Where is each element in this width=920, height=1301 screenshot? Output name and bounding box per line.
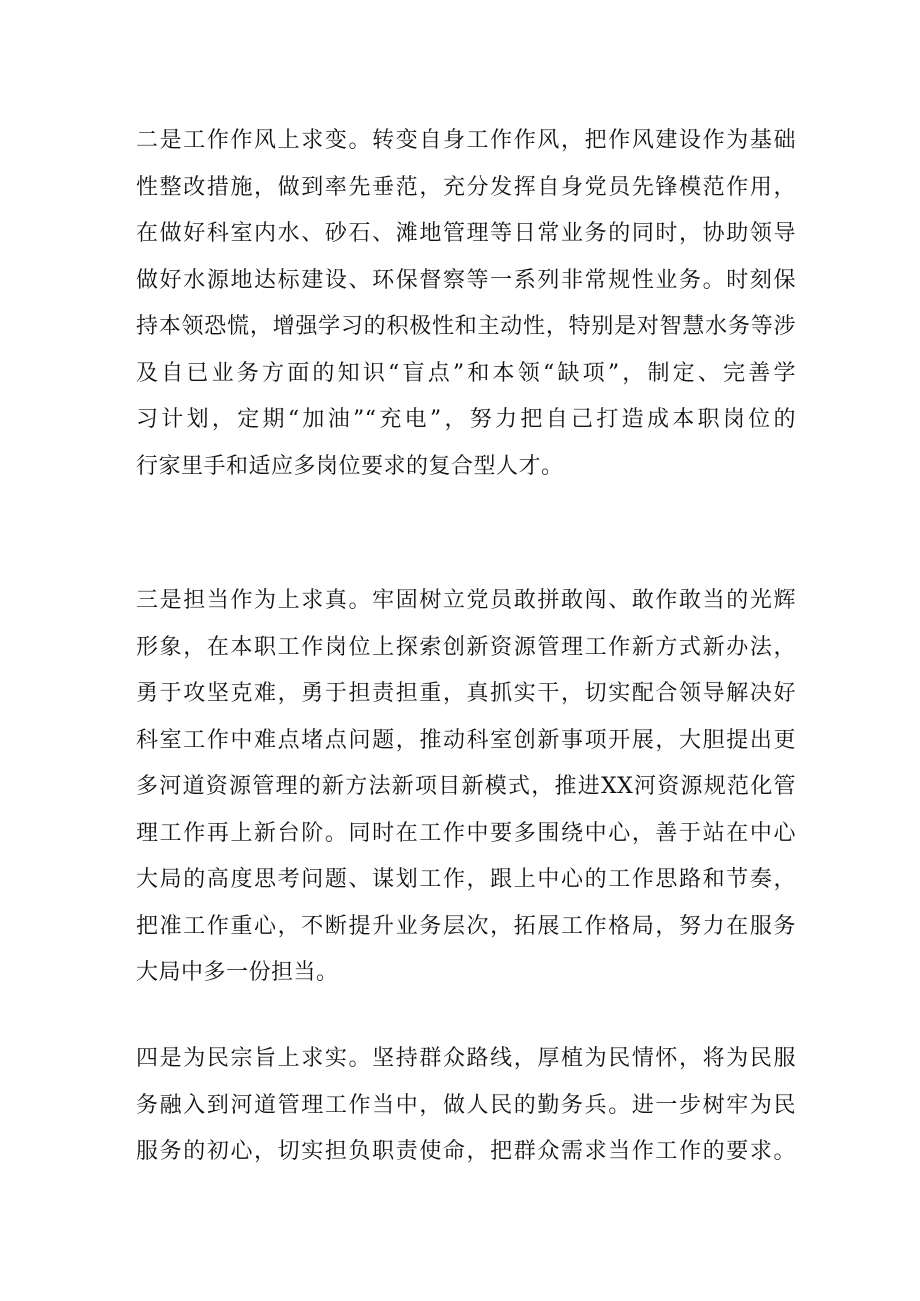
- paragraph-work-style: [136, 118, 796, 490]
- text-line: 二是工作作风上求变。转变自身工作作风，把作风建设作为基础: [136, 128, 796, 153]
- text-line: 三是担当作为上求真。牢固树立党员敢拼敢闯、敢作敢当的光辉: [136, 588, 796, 613]
- text-line: 四是为民宗旨上求实。坚持群众路线，厚植为民情怀，将为民服: [136, 1046, 796, 1071]
- text-line: 大局中多一份担当。: [136, 960, 339, 985]
- text-line: 服务的初心，切实担负职责使命，把群众需求当作工作的要求。: [136, 1139, 796, 1164]
- paragraph-responsibility: [136, 578, 796, 997]
- text-line: 行家里手和适应多岗位要求的复合型人才。: [136, 453, 564, 479]
- text-line: 性整改措施，做到率先垂范，充分发挥自身党员先锋模范作用，: [136, 174, 796, 200]
- text-line: 勇于攻坚克难，勇于担责担重，真抓实干，切实配合领导解决好: [136, 681, 796, 706]
- text-line: 大局的高度思考问题、谋划工作，跟上中心的工作思路和节奏，: [136, 867, 796, 892]
- text-line: 持本领恐慌，增强学习的积极性和主动性，特别是对智慧水务等涉: [136, 314, 796, 339]
- text-line: 多河道资源管理的新方法新项目新模式，推进XX河资源规范化管: [136, 774, 796, 799]
- text-line: 及自已业务方面的知识“盲点”和本领“缺项”，制定、完善学: [136, 360, 796, 386]
- paragraph-serving-people: [136, 1036, 796, 1176]
- text-line: 形象，在本职工作岗位上探索创新资源管理工作新方式新办法，: [136, 634, 796, 660]
- text-line: 做好水源地达标建设、环保督察等一系列非常规性业务。时刻保: [136, 267, 796, 293]
- text-line: 把准工作重心，不断提升业务层次，拓展工作格局，努力在服务: [136, 913, 796, 939]
- text-line: 务融入到河道管理工作当中，做人民的勤务兵。进一步树牢为民: [136, 1092, 796, 1118]
- text-line: 理工作再上新台阶。同时在工作中要多围绕中心，善于站在中心: [136, 820, 796, 846]
- text-line: 习计划，定期“加油”“充电”，努力把自己打造成本职岗位的: [136, 407, 796, 432]
- text-line: 在做好科室内水、砂石、滩地管理等日常业务的同时，协助领导: [136, 221, 796, 246]
- text-line: 科室工作中难点堵点问题，推动科室创新事项开展，大胆提出更: [136, 727, 796, 753]
